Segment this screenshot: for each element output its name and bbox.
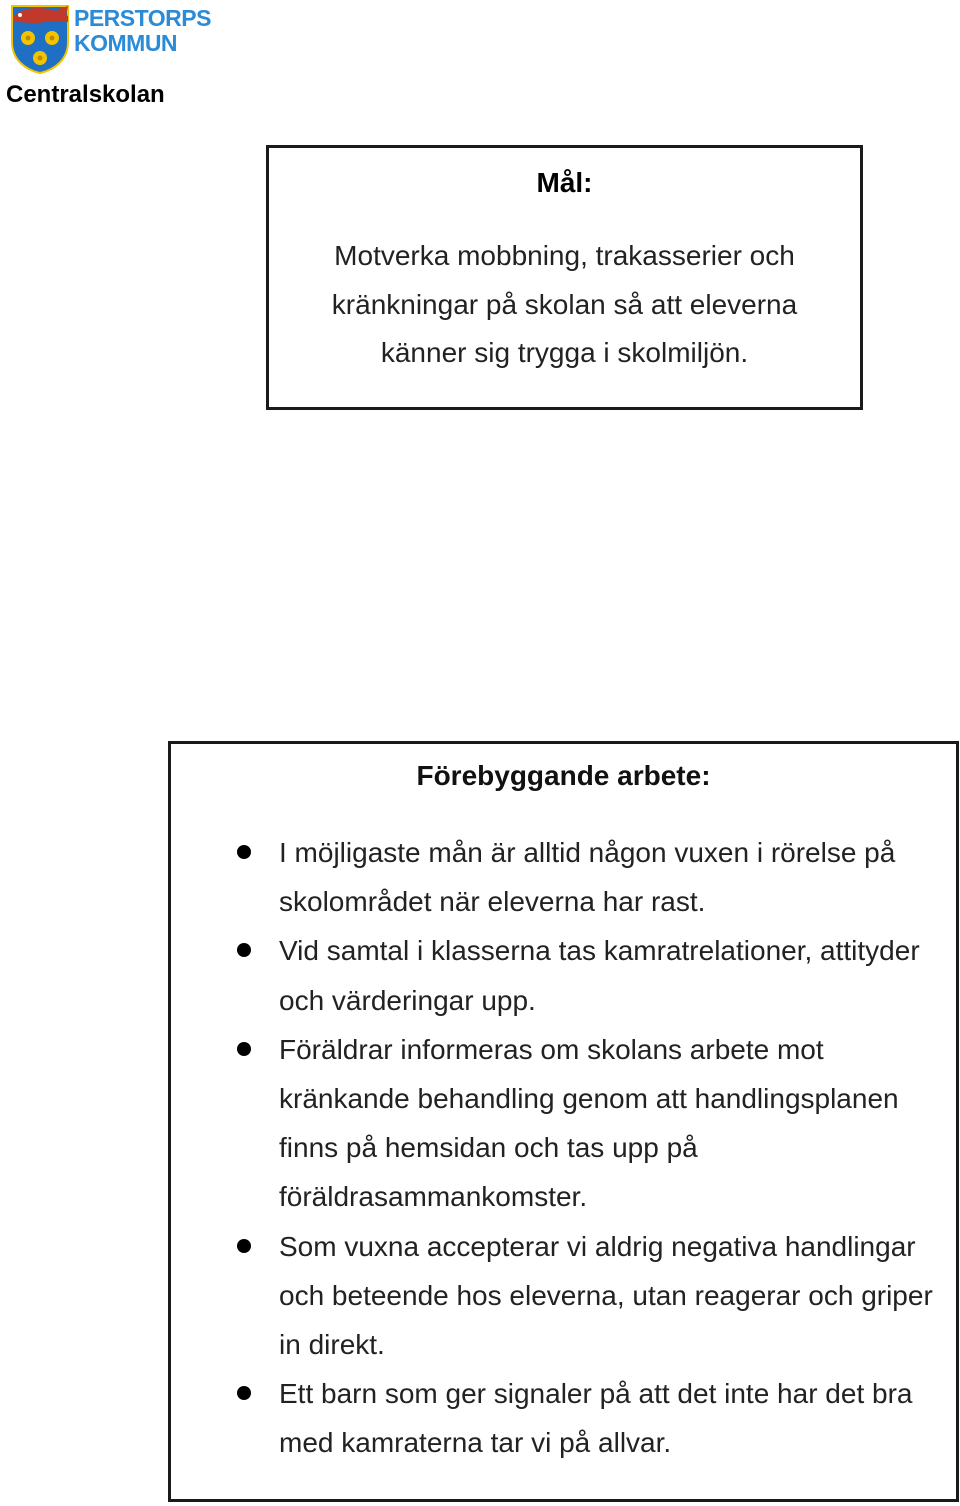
list-item — [171, 926, 951, 1024]
logo-wordmark — [74, 6, 211, 56]
prevention-box — [168, 741, 959, 1502]
municipality-logo — [6, 2, 226, 76]
logo-line-2: KOMMUN — [74, 30, 178, 56]
list-item — [171, 1369, 951, 1467]
prevention-heading: Förebyggande arbete: — [416, 760, 711, 791]
bullet-icon — [237, 943, 251, 957]
prevention-list — [171, 828, 951, 1468]
list-item-text: Föräldrar informeras om skolans arbete mot kränkande behandling genom att handlingsplanen finns på hemsidan och tas upp på föräldrasammankomster. — [279, 1033, 899, 1213]
list-item-text: I möjligaste mån är alltid någon vuxen i rörelse på skolområdet när eleverna har rast. — [279, 837, 896, 918]
list-item-text: Ett barn som ger signaler på att det inte har det bra med kamraterna tar vi på allvar. — [279, 1378, 913, 1459]
goal-text: Motverka mobbning, trakasserier och kränkningar på skolan så att eleverna känner sig trygga i skolmiljön. — [331, 240, 798, 368]
list-item — [171, 828, 951, 926]
logo-line-1: PERSTORPS — [74, 5, 211, 31]
list-item-text: Vid samtal i klasserna tas kamratrelationer, attityder och värderingar upp. — [279, 935, 920, 1016]
bullet-icon — [237, 845, 251, 859]
goal-box — [266, 145, 863, 410]
school-name: Centralskolan — [6, 81, 165, 108]
coat-of-arms-icon — [8, 2, 72, 74]
bullet-icon — [237, 1386, 251, 1400]
list-item — [171, 1222, 951, 1370]
bullet-icon — [237, 1239, 251, 1253]
goal-heading: Mål: — [536, 167, 593, 198]
list-item-text: Som vuxna accepterar vi aldrig negativa handlingar och beteende hos eleverna, utan reagerar och griper in direkt. — [279, 1230, 933, 1361]
list-item — [171, 1025, 951, 1222]
bullet-icon — [237, 1042, 251, 1056]
